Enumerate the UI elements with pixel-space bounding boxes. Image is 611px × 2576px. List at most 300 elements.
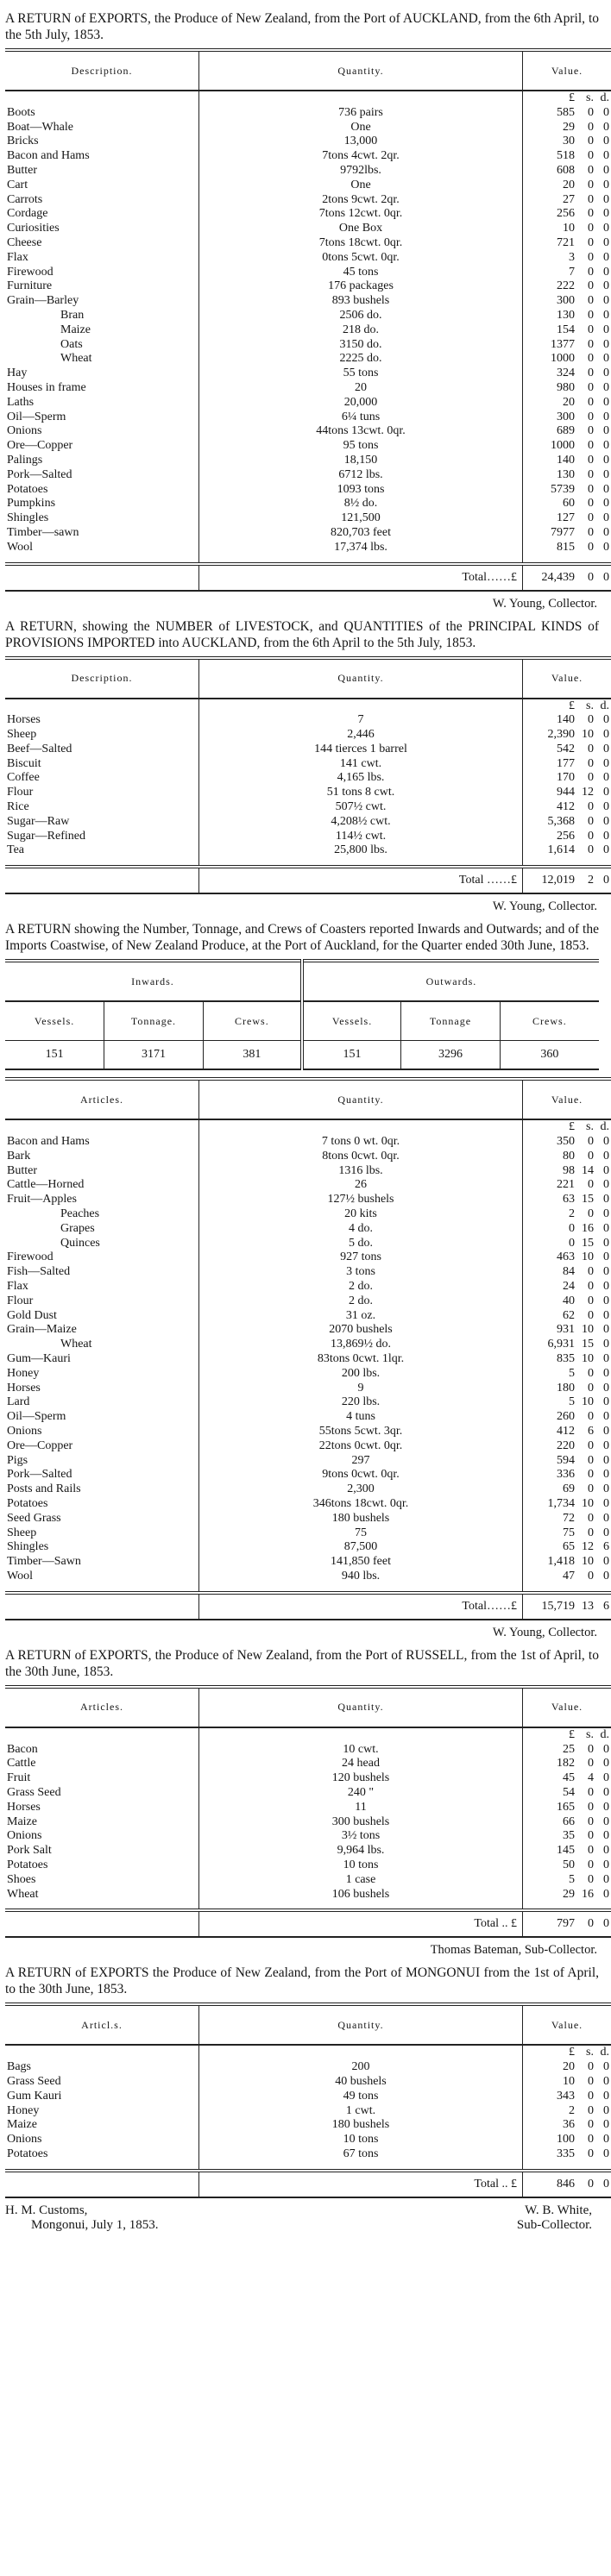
row-quantity: 1093 tons (199, 483, 523, 498)
table-row (5, 309, 611, 323)
value-pounds: 127 (557, 511, 575, 525)
table-row (5, 323, 611, 338)
value-pounds: 5 (569, 1366, 575, 1380)
table-row (5, 1410, 611, 1425)
value-pence: 0 (603, 1757, 609, 1771)
row-label-cell (5, 1178, 199, 1193)
value-pence: 0 (603, 439, 609, 453)
value-shillings: 0 (588, 2147, 594, 2160)
value-pounds: 689 (557, 424, 575, 438)
row-label-cell (5, 236, 199, 251)
value-pounds: 585 (557, 105, 575, 119)
row-value (523, 1771, 611, 1786)
row-quantity: 940 lbs. (199, 1570, 523, 1584)
row-label-cell (5, 2090, 199, 2104)
unit-label: £ (569, 91, 575, 104)
row-label: Cheese (7, 235, 42, 249)
row-label: Oil—Sperm (7, 1410, 66, 1424)
table-row (5, 815, 611, 830)
row-quantity: 10 tons (199, 1858, 523, 1873)
row-label: Boots (7, 105, 35, 119)
row-label-cell (5, 541, 199, 555)
row-label-cell (5, 121, 199, 135)
row-value (523, 2075, 611, 2090)
row-value (523, 786, 611, 800)
row-value (523, 2133, 611, 2147)
row-label: Timber—Sawn (7, 1555, 81, 1569)
row-label-cell (5, 757, 199, 772)
row-quantity: 120 bushels (199, 1771, 523, 1786)
row-value (523, 352, 611, 367)
row-label-cell (5, 381, 199, 396)
value-pence: 0 (603, 207, 609, 221)
row-label: Grapes (60, 1221, 95, 1235)
row-label: Oats (60, 337, 83, 351)
row-label: Onions (7, 1425, 42, 1438)
value-pounds: 20 (563, 395, 575, 409)
value-pence: 0 (603, 294, 609, 308)
row-label: Wool (7, 1569, 33, 1583)
table-row (5, 1815, 611, 1830)
total-label: Total .. £ (199, 1910, 523, 1937)
value-shillings: 0 (588, 178, 594, 191)
row-label: Grass Seed (7, 1785, 61, 1799)
value-pounds: 221 (557, 1178, 575, 1192)
value-shillings: 10 (582, 1250, 594, 1264)
row-label: Fruit (7, 1771, 31, 1785)
row-quantity: 927 tons (199, 1250, 523, 1265)
row-label: Gum Kauri (7, 2089, 62, 2103)
row-value (523, 2060, 611, 2075)
row-quantity: 114½ cwt. (199, 830, 523, 844)
table-row (5, 1482, 611, 1497)
row-label: Onions (7, 1829, 42, 1843)
row-quantity: 87,500 (199, 1540, 523, 1555)
blank-cell (5, 2045, 199, 2060)
row-label-cell (5, 1757, 199, 1771)
row-label: Wheat (7, 1887, 39, 1901)
row-label-cell (5, 1771, 199, 1786)
row-quantity: 3½ tons (199, 1829, 523, 1844)
row-value (523, 1207, 611, 1222)
unit-label: s. (586, 699, 594, 712)
row-label-cell (5, 424, 199, 439)
table-row (5, 2090, 611, 2104)
row-label-cell (5, 294, 199, 309)
row-value (523, 1237, 611, 1251)
value-pounds: 20 (563, 178, 575, 191)
table-row (5, 1858, 611, 1873)
value-pence: 0 (603, 1163, 609, 1177)
value-pounds: 154 (557, 323, 575, 336)
row-label: Maize (7, 2118, 37, 2132)
value-shillings: 0 (588, 525, 594, 539)
blank-cell (5, 867, 199, 893)
total-pounds: 12,019 (541, 874, 575, 887)
value-shillings: 0 (588, 192, 594, 206)
row-value (523, 1526, 611, 1541)
value-shillings: 12 (582, 786, 594, 799)
row-quantity: 40 bushels (199, 2075, 523, 2090)
exports-table (5, 1685, 611, 1939)
row-label-cell (5, 323, 199, 338)
value-shillings: 0 (588, 439, 594, 453)
value-pence: 0 (603, 482, 609, 496)
value-shillings: 0 (588, 1207, 594, 1221)
table-row (5, 1757, 611, 1771)
row-value (523, 1280, 611, 1294)
total-pence: 0 (603, 874, 609, 887)
inwards-tonnage: 3171 (104, 1041, 204, 1070)
value-pence: 0 (603, 1250, 609, 1264)
row-label-cell (5, 1743, 199, 1758)
row-label-cell (5, 266, 199, 280)
row-quantity: 141 cwt. (199, 757, 523, 772)
row-value (523, 541, 611, 555)
row-quantity: 7tons 4cwt. 2qr. (199, 149, 523, 164)
value-pounds: 5739 (551, 482, 575, 496)
row-value (523, 338, 611, 353)
value-shillings: 0 (588, 1438, 594, 1452)
table-row (5, 1222, 611, 1237)
value-pence: 0 (603, 2060, 609, 2074)
row-label: Potatoes (7, 2147, 48, 2160)
mongonui-exports-return (0, 1965, 609, 2232)
row-label-cell (5, 1526, 199, 1541)
row-label: Firewood (7, 265, 54, 279)
total-label: Total ……£ (199, 867, 523, 893)
row-label: Bacon and Hams (7, 1135, 90, 1149)
value-shillings: 0 (588, 1410, 594, 1424)
col-header-value: Value. (551, 64, 583, 77)
row-label-cell (5, 1497, 199, 1512)
row-value (523, 1570, 611, 1584)
row-quantity: 31 oz. (199, 1309, 523, 1324)
section-title: A RETURN of EXPORTS, the Produce of New Zealand, from the Port of RUSSELL, from the 1st of April, to the 30th June, 1853. (5, 1647, 599, 1679)
value-shillings: 0 (588, 1294, 594, 1307)
row-value (523, 497, 611, 511)
value-pence: 0 (603, 1294, 609, 1307)
table-row (5, 2060, 611, 2075)
coastwise-imports-table (5, 1077, 611, 1620)
row-quantity: 18,150 (199, 454, 523, 468)
value-units (523, 1727, 611, 1743)
auckland-exports-return (0, 10, 609, 611)
value-shillings: 0 (588, 511, 594, 525)
row-label-cell (5, 1280, 199, 1294)
total-pounds: 846 (557, 2177, 575, 2191)
row-quantity: 6712 lbs. (199, 468, 523, 483)
value-pounds: 220 (557, 1438, 575, 1452)
value-pounds: 10 (563, 222, 575, 235)
total-row (5, 1593, 611, 1620)
total-value (523, 1593, 611, 1620)
value-pounds: 594 (557, 1453, 575, 1467)
row-label: Gum—Kauri (7, 1352, 71, 1366)
value-pence: 0 (603, 2089, 609, 2103)
value-pence: 0 (603, 1785, 609, 1799)
value-shillings: 10 (582, 1352, 594, 1366)
value-pence: 0 (603, 2118, 609, 2132)
row-label: Hay (7, 367, 28, 380)
total-pounds: 797 (557, 1917, 575, 1931)
row-label: Bags (7, 2060, 31, 2074)
table-row (5, 1280, 611, 1294)
row-quantity: One Box (199, 222, 523, 236)
value-shillings: 0 (588, 2089, 594, 2103)
value-pounds: 7 (569, 265, 575, 279)
blank-cell (523, 555, 611, 564)
total-shillings: 0 (588, 2177, 594, 2191)
row-quantity: 9 (199, 1382, 523, 1396)
table-row (5, 1382, 611, 1396)
section-title: A RETURN of EXPORTS the Produce of New Zealand, from the Port of MONGONUI from the 1st of April, to the 30th June, 1853. (5, 1965, 599, 1997)
row-quantity: 9tons 0cwt. 0qr. (199, 1468, 523, 1482)
table-row (5, 279, 611, 294)
row-label: Gold Dust (7, 1308, 57, 1322)
row-label: Grain—Maize (7, 1323, 77, 1337)
blank-cell (199, 555, 523, 564)
row-label-cell (5, 1222, 199, 1237)
value-pounds: 222 (557, 279, 575, 293)
row-value (523, 815, 611, 830)
row-quantity: 83tons 0cwt. 1lqr. (199, 1352, 523, 1367)
value-pounds: 35 (563, 1829, 575, 1843)
row-quantity: 300 bushels (199, 1815, 523, 1830)
unit-label: d. (600, 2046, 609, 2059)
value-shillings: 0 (588, 1814, 594, 1828)
row-label: Grain—Barley (7, 294, 79, 308)
value-shillings: 0 (588, 1742, 594, 1756)
value-pounds: 608 (557, 163, 575, 177)
row-value (523, 1482, 611, 1497)
customs-office: H. M. Customs, (5, 2203, 88, 2217)
value-units (523, 1119, 611, 1135)
table-row (5, 149, 611, 164)
russell-exports-return (0, 1647, 609, 1959)
value-shillings: 0 (588, 279, 594, 293)
value-shillings: 0 (588, 1482, 594, 1496)
row-label: Flax (7, 1280, 28, 1294)
footer-signature-block (5, 2203, 592, 2233)
table-row (5, 1164, 611, 1179)
row-value (523, 757, 611, 772)
row-label-cell (5, 179, 199, 193)
row-value (523, 743, 611, 757)
row-value (523, 1338, 611, 1352)
table-row (5, 1294, 611, 1309)
row-value (523, 1497, 611, 1512)
blank-cell (5, 91, 199, 106)
row-label-cell (5, 1425, 199, 1439)
row-label-cell (5, 164, 199, 179)
row-label-cell (5, 135, 199, 149)
col-header-value: Value. (551, 1701, 583, 1714)
value-pounds: 815 (557, 540, 575, 554)
table-body (5, 91, 611, 591)
row-quantity: 2,446 (199, 728, 523, 743)
blank-cell (199, 1727, 523, 1743)
row-value (523, 1178, 611, 1193)
table-row (5, 843, 611, 858)
value-pence: 0 (603, 367, 609, 380)
total-label: Total……£ (199, 564, 523, 591)
row-quantity: 180 bushels (199, 1512, 523, 1526)
value-pounds: 177 (557, 756, 575, 770)
table-row (5, 251, 611, 266)
value-pounds: 30 (563, 135, 575, 148)
value-shillings: 16 (582, 1221, 594, 1235)
value-pence: 0 (603, 1236, 609, 1250)
row-value (523, 149, 611, 164)
row-label: Honey (7, 1366, 40, 1380)
value-pounds: 1,418 (547, 1555, 575, 1569)
row-label-cell (5, 1468, 199, 1482)
value-shillings: 0 (588, 1511, 594, 1525)
row-label-cell (5, 2133, 199, 2147)
value-shillings: 14 (582, 1163, 594, 1177)
row-value (523, 164, 611, 179)
sub-collector-title: Sub-Collector. (516, 2217, 592, 2232)
row-label-cell (5, 222, 199, 236)
table-row (5, 1540, 611, 1555)
row-label-cell (5, 279, 199, 294)
unit-label: £ (569, 2046, 575, 2059)
units-row (5, 91, 611, 106)
row-label: Pigs (7, 1453, 28, 1467)
row-quantity: 44tons 13cwt. 0qr. (199, 424, 523, 439)
value-pounds: 130 (557, 308, 575, 322)
row-label: Onions (7, 424, 42, 438)
col-header-articles: Articles. (5, 1687, 199, 1727)
value-pence: 0 (603, 525, 609, 539)
row-value (523, 1801, 611, 1815)
blank-cell (5, 1119, 199, 1135)
row-label: Horses (7, 1381, 41, 1395)
value-pence: 0 (603, 323, 609, 336)
value-pounds: 100 (557, 2133, 575, 2147)
col-header-value: Value. (551, 1093, 583, 1106)
table-row (5, 1193, 611, 1207)
table-row (5, 1265, 611, 1280)
row-label-cell (5, 1367, 199, 1382)
value-shillings: 0 (588, 1308, 594, 1322)
table-row (5, 1512, 611, 1526)
total-shillings: 2 (588, 874, 594, 887)
row-label: Horses (7, 713, 41, 727)
row-label-cell (5, 439, 199, 454)
row-quantity: 2506 do. (199, 309, 523, 323)
row-value (523, 1858, 611, 1873)
table-row (5, 1844, 611, 1858)
row-label: Flour (7, 786, 34, 799)
value-pence: 0 (603, 120, 609, 134)
value-pence: 0 (603, 135, 609, 148)
unit-label: £ (569, 1727, 575, 1741)
blank-cell (5, 1727, 199, 1743)
value-pence: 0 (603, 829, 609, 843)
col-header-articles: Articl.s. (5, 2004, 199, 2045)
value-pounds: 36 (563, 2118, 575, 2132)
row-label-cell (5, 396, 199, 411)
value-pounds: 1377 (551, 337, 575, 351)
row-value (523, 1439, 611, 1454)
value-shillings: 10 (582, 1395, 594, 1409)
value-shillings: 10 (582, 728, 594, 742)
value-pence: 0 (603, 1438, 609, 1452)
blank-cell (523, 1902, 611, 1910)
row-label-cell (5, 1164, 199, 1179)
row-value (523, 1555, 611, 1570)
row-label: Grass Seed (7, 2074, 61, 2088)
row-label: Ore—Copper (7, 1438, 73, 1452)
row-label-cell (5, 454, 199, 468)
row-label-cell (5, 1512, 199, 1526)
row-label: Pumpkins (7, 497, 56, 511)
row-quantity: 55 tons (199, 367, 523, 381)
table-row (5, 1454, 611, 1469)
row-label: Wool (7, 540, 33, 554)
value-shillings: 0 (588, 1366, 594, 1380)
table-row (5, 1135, 611, 1150)
value-pence: 0 (603, 1366, 609, 1380)
value-shillings: 0 (588, 2074, 594, 2088)
row-label-cell (5, 483, 199, 498)
row-value (523, 424, 611, 439)
row-quantity: 220 lbs. (199, 1395, 523, 1410)
value-shillings: 0 (588, 207, 594, 221)
value-shillings: 0 (588, 1800, 594, 1814)
blank-cell (5, 2171, 199, 2197)
row-quantity: 141,850 feet (199, 1555, 523, 1570)
row-value (523, 439, 611, 454)
table-body (5, 699, 611, 894)
row-value (523, 1888, 611, 1902)
row-quantity: 25,800 lbs. (199, 843, 523, 858)
table-row (5, 352, 611, 367)
row-label: Sheep (7, 1526, 37, 1539)
blank-cell (5, 1584, 199, 1593)
row-label-cell (5, 1410, 199, 1425)
table-row (5, 1352, 611, 1367)
table-row (5, 207, 611, 222)
row-quantity: 893 bushels (199, 294, 523, 309)
col-header-quantity: Quantity. (199, 1687, 523, 1727)
sub-collector-name: W. B. White, (525, 2203, 592, 2217)
table-row (5, 135, 611, 149)
row-value (523, 121, 611, 135)
table-row (5, 526, 611, 541)
table-row (5, 439, 611, 454)
value-shillings: 0 (588, 352, 594, 366)
value-pounds: 20 (563, 2060, 575, 2074)
value-pounds: 84 (563, 1265, 575, 1279)
value-pounds: 412 (557, 800, 575, 814)
value-pence: 0 (603, 497, 609, 511)
table-row (5, 381, 611, 396)
row-quantity: 200 (199, 2060, 523, 2075)
value-pence: 0 (603, 1482, 609, 1496)
vessels-label: Vessels. (5, 1001, 104, 1041)
value-pence: 0 (603, 1352, 609, 1366)
value-pounds: 721 (557, 235, 575, 249)
value-pounds: 0 (569, 1236, 575, 1250)
value-shillings: 0 (588, 540, 594, 554)
value-pounds: 170 (557, 771, 575, 785)
row-value (523, 251, 611, 266)
value-pounds: 62 (563, 1308, 575, 1322)
table-row (5, 1395, 611, 1410)
